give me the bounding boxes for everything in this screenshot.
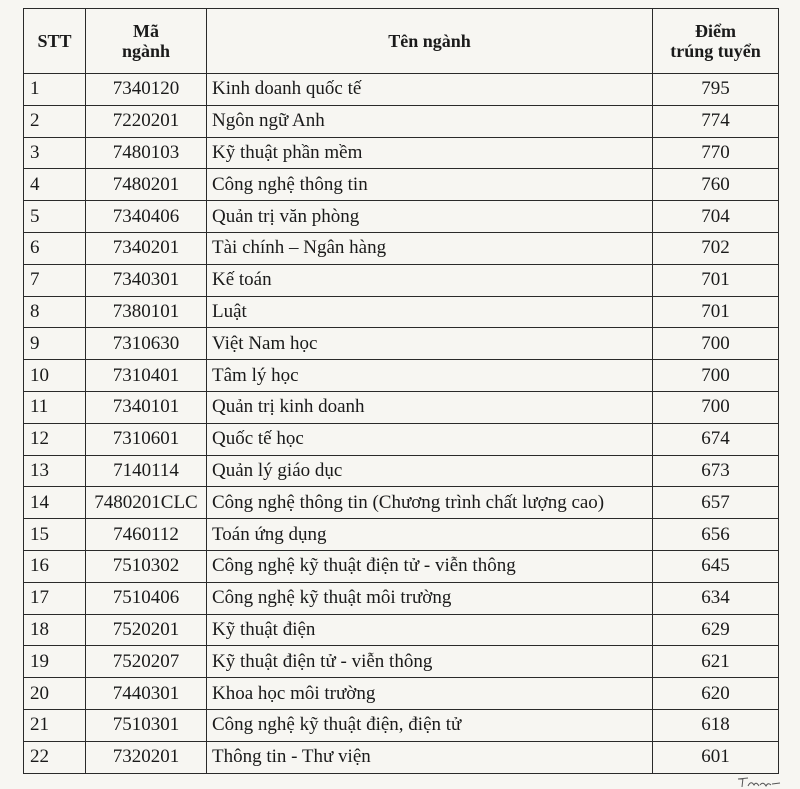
cell-diem: 700 [653,391,779,423]
cell-stt: 22 [24,741,86,773]
table-row [24,614,779,646]
cell-stt: 4 [24,169,86,201]
cell-ma: 7520207 [86,646,207,678]
cell-ten: Công nghệ kỹ thuật môi trường [207,582,653,614]
cell-ma: 7380101 [86,296,207,328]
cell-diem: 629 [653,614,779,646]
table-row [24,741,779,773]
cell-ten: Công nghệ thông tin [207,169,653,201]
cell-stt: 14 [24,487,86,519]
handwritten-initial [736,775,782,789]
cell-diem: 618 [653,709,779,741]
cell-ma: 7510406 [86,582,207,614]
cell-diem: 795 [653,74,779,106]
header-ma-line1: Mã [133,21,159,41]
cell-ma: 7220201 [86,105,207,137]
cell-ma: 7520201 [86,614,207,646]
cell-stt: 21 [24,709,86,741]
cell-ten: Luật [207,296,653,328]
cell-stt: 9 [24,328,86,360]
cell-ma: 7480103 [86,137,207,169]
cell-ma: 7510301 [86,709,207,741]
header-ma-nganh [86,9,207,74]
cell-ma: 7310401 [86,360,207,392]
cell-diem: 700 [653,328,779,360]
table-row [24,296,779,328]
cell-ma: 7310630 [86,328,207,360]
cell-ma: 7480201CLC [86,487,207,519]
cell-ten: Quản trị văn phòng [207,201,653,233]
header-row [24,9,779,74]
cell-stt: 19 [24,646,86,678]
cell-ten: Việt Nam học [207,328,653,360]
cell-stt: 15 [24,519,86,551]
header-diem [653,9,779,74]
table-row [24,169,779,201]
table-row [24,582,779,614]
cell-ten: Toán ứng dụng [207,519,653,551]
table-row [24,423,779,455]
cell-ten: Quốc tế học [207,423,653,455]
cell-ma: 7440301 [86,678,207,710]
table-row [24,137,779,169]
table-body [24,74,779,774]
cell-ma: 7140114 [86,455,207,487]
table-row [24,232,779,264]
cell-ma: 7340201 [86,232,207,264]
table-row [24,550,779,582]
cell-stt: 18 [24,614,86,646]
cell-stt: 3 [24,137,86,169]
cell-diem: 645 [653,550,779,582]
cell-ma: 7510302 [86,550,207,582]
cell-ten: Tài chính – Ngân hàng [207,232,653,264]
cell-ma: 7460112 [86,519,207,551]
cell-ma: 7480201 [86,169,207,201]
table-row [24,360,779,392]
cell-stt: 5 [24,201,86,233]
cell-ten: Ngôn ngữ Anh [207,105,653,137]
table-row [24,391,779,423]
cell-ten: Công nghệ kỹ thuật điện, điện tử [207,709,653,741]
cell-ten: Tâm lý học [207,360,653,392]
cell-ten: Khoa học môi trường [207,678,653,710]
cell-diem: 601 [653,741,779,773]
cell-ten: Kỹ thuật điện tử - viễn thông [207,646,653,678]
cell-stt: 17 [24,582,86,614]
table-row [24,264,779,296]
cell-diem: 621 [653,646,779,678]
table-row [24,74,779,106]
cell-diem: 634 [653,582,779,614]
cell-stt: 2 [24,105,86,137]
cell-stt: 20 [24,678,86,710]
cell-diem: 673 [653,455,779,487]
cell-ma: 7340301 [86,264,207,296]
cell-diem: 620 [653,678,779,710]
header-diem-line2: trúng tuyển [670,41,761,61]
cell-diem: 701 [653,264,779,296]
cell-ten: Công nghệ kỹ thuật điện tử - viễn thông [207,550,653,582]
cell-diem: 700 [653,360,779,392]
table-row [24,709,779,741]
table-row [24,201,779,233]
cell-ten: Thông tin - Thư viện [207,741,653,773]
cell-stt: 16 [24,550,86,582]
cell-stt: 13 [24,455,86,487]
cell-stt: 12 [24,423,86,455]
cell-diem: 701 [653,296,779,328]
table-row [24,678,779,710]
cell-ten: Công nghệ thông tin (Chương trình chất lượng cao) [207,487,653,519]
admission-scores-table [23,8,779,774]
table-row [24,455,779,487]
cell-diem: 760 [653,169,779,201]
cell-ma: 7320201 [86,741,207,773]
cell-diem: 774 [653,105,779,137]
cell-diem: 657 [653,487,779,519]
cell-ma: 7340101 [86,391,207,423]
cell-ma: 7340120 [86,74,207,106]
cell-stt: 11 [24,391,86,423]
cell-ten: Kế toán [207,264,653,296]
header-diem-line1: Điểm [695,21,736,41]
header-ten-nganh: Tên ngành [207,9,653,74]
table-row [24,328,779,360]
cell-stt: 1 [24,74,86,106]
cell-ten: Kinh doanh quốc tế [207,74,653,106]
cell-diem: 674 [653,423,779,455]
cell-stt: 8 [24,296,86,328]
cell-stt: 10 [24,360,86,392]
cell-stt: 6 [24,232,86,264]
cell-ten: Kỹ thuật phần mềm [207,137,653,169]
cell-diem: 770 [653,137,779,169]
table-row [24,105,779,137]
table-row [24,519,779,551]
cell-ten: Quản trị kinh doanh [207,391,653,423]
table-row [24,646,779,678]
cell-ma: 7310601 [86,423,207,455]
table-row [24,487,779,519]
cell-diem: 656 [653,519,779,551]
cell-stt: 7 [24,264,86,296]
cell-ten: Quản lý giáo dục [207,455,653,487]
cell-diem: 704 [653,201,779,233]
cell-ten: Kỹ thuật điện [207,614,653,646]
header-stt: STT [24,9,86,74]
cell-diem: 702 [653,232,779,264]
cell-ma: 7340406 [86,201,207,233]
header-ma-line2: ngành [121,41,171,61]
